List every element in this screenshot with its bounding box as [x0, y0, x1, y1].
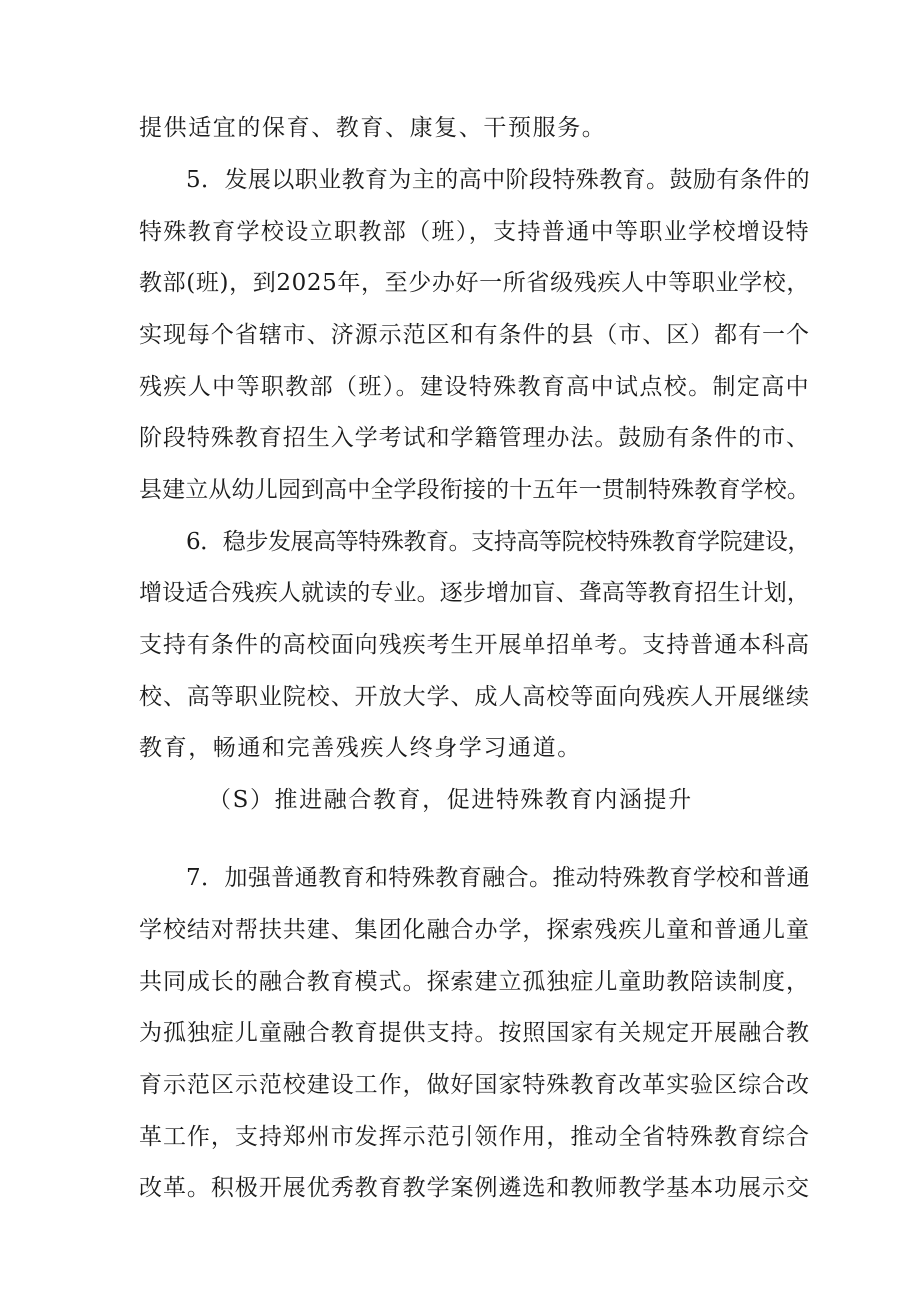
paragraph-line: 增设适合残疾人就读的专业。逐步增加盲、聋高等教育招生计划，: [139, 580, 810, 606]
paragraph-line: 特殊教育学校设立职教部（班），支持普通中等职业学校增设特: [139, 219, 810, 245]
paragraph-line: 校、高等职业院校、开放大学、成人高校等面向残疾人开展继续: [139, 684, 810, 710]
paragraph-line: 阶段特殊教育招生入学考试和学籍管理办法。鼓励有条件的市、: [139, 425, 810, 451]
paragraph-line: 育示范区示范校建设工作，做好国家特殊教育改革实验区综合改: [139, 1072, 810, 1098]
paragraph-line: 5．发展以职业教育为主的高中阶段特殊教育。鼓励有条件的: [186, 167, 810, 193]
section-heading: （S）推进融合教育，促进特殊教育内涵提升: [208, 787, 693, 813]
paragraph-line: 支持有条件的高校面向残疾考生开展单招单考。支持普通本科高: [139, 632, 810, 658]
paragraph-line: 实现每个省辖市、济源示范区和有条件的县（市、区）都有一个: [139, 322, 810, 348]
paragraph-line: 6．稳步发展高等特殊教育。支持高等院校特殊教育学院建设，: [186, 529, 810, 555]
paragraph-line: 提供适宜的保育、教育、康复、干预服务。: [139, 115, 607, 141]
paragraph-line: 教育，畅通和完善残疾人终身学习通道。: [139, 735, 582, 761]
paragraph-line: 县建立从幼儿园到高中全学段衔接的十五年一贯制特殊教育学校。: [139, 477, 810, 503]
paragraph-line: 共同成长的融合教育模式。探索建立孤独症儿童助教陪读制度，: [139, 969, 810, 995]
paragraph-line: 教部(班)，到2025年，至少办好一所省级残疾人中等职业学校，: [139, 270, 810, 296]
paragraph-line: 7．加强普通教育和特殊教育融合。推动特殊教育学校和普通: [186, 865, 810, 891]
paragraph-line: 残疾人中等职教部（班）。建设特殊教育高中试点校。制定高中: [139, 374, 810, 400]
paragraph-line: 革工作，支持郑州市发挥示范引领作用，推动全省特殊教育综合: [139, 1124, 810, 1150]
paragraph-line: 改革。积极开展优秀教育教学案例遴选和教师教学基本功展示交: [139, 1175, 810, 1201]
paragraph-line: 为孤独症儿童融合教育提供支持。按照国家有关规定开展融合教: [139, 1020, 810, 1046]
paragraph-line: 学校结对帮扶共建、集团化融合办学，探索残疾儿童和普通儿童: [139, 917, 810, 943]
